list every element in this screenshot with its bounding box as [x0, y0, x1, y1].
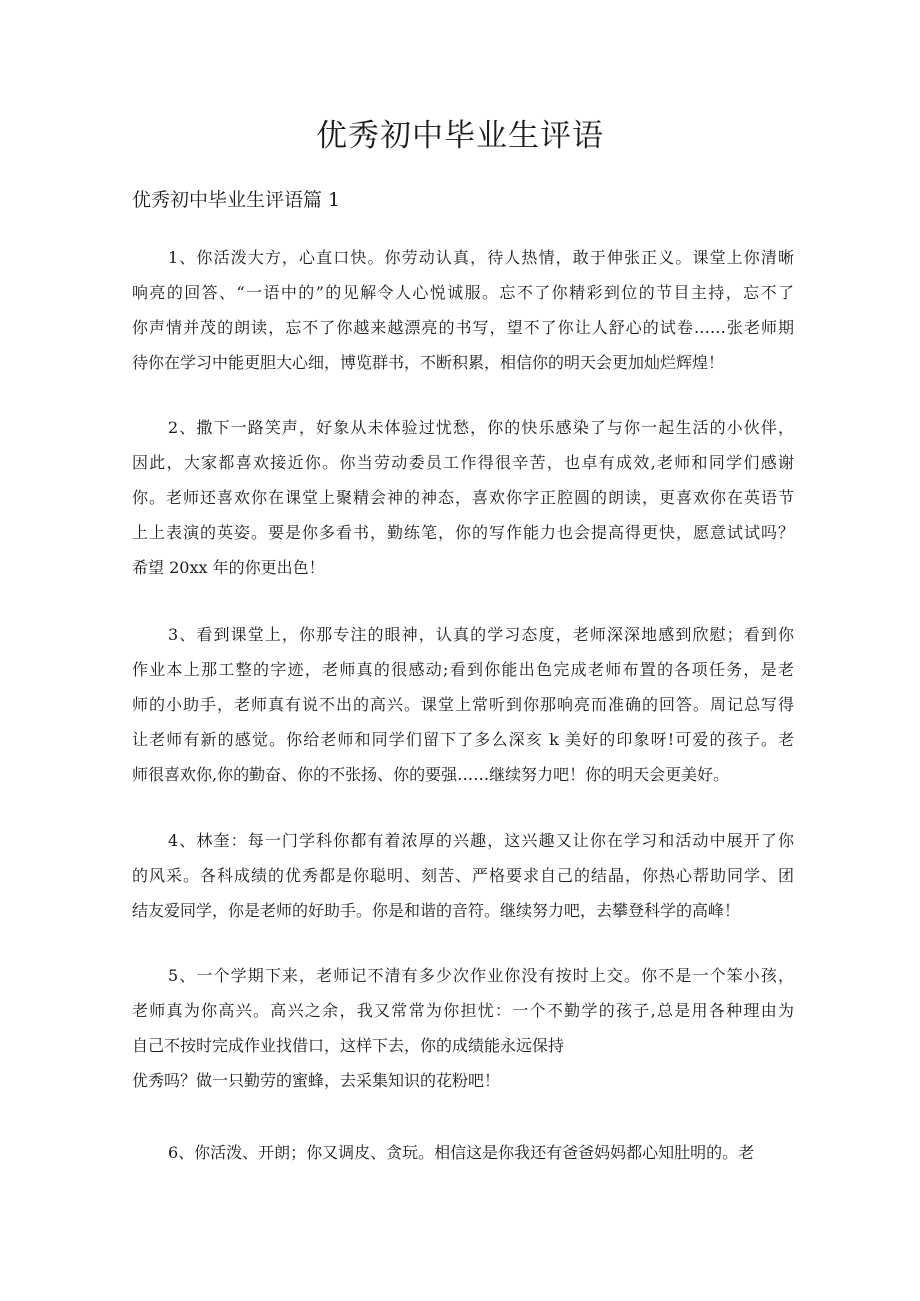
paragraph-line: 你。老师还喜欢你在课堂上聚精会神的神态，喜欢你字正腔圆的朗读，更喜欢你在英语节 — [132, 488, 794, 507]
paragraph-line: 结友爱同学，你是老师的好助手。你是和谐的音符。继续努力吧，去攀登科学的高峰！ — [132, 901, 741, 920]
paragraph-line: 让老师有新的感觉。你给老师和同学们留下了多么深亥 k 美好的印象呀!可爱的孩子。老 — [132, 730, 794, 749]
paragraph-6 — [132, 1135, 794, 1170]
paragraph-line: 师的小助手，老师真有说不出的高兴。课堂上常听到你那响亮而准确的回答。周记总写得 — [132, 695, 794, 714]
paragraph-line: 响亮的回答、“一语中的”的见解令人心悦诚服。忘不了你精彩到位的节目主持，忘不了 — [132, 283, 794, 302]
paragraph-5 — [132, 958, 794, 1098]
paragraph-line: 师很喜欢你,你的勤奋、你的不张扬、你的要强……继续努力吧！你的明天会更美好。 — [132, 765, 730, 784]
paragraph-3 — [132, 617, 794, 792]
paragraph-line: 你声情并茂的朗读，忘不了你越来越漂亮的书写，望不了你让人舒心的试卷……张老师期 — [132, 318, 794, 337]
paragraph-line: 上上表演的英姿。要是你多看书，勤练笔，你的写作能力也会提高得更快，愿意试试吗？ — [132, 523, 794, 542]
paragraph-line: 的风采。各科成绩的优秀都是你聪明、刻苦、严格要求自己的结晶，你热心帮助同学、团 — [132, 866, 794, 885]
paragraph-line: 3、看到课堂上，你那专注的眼神，认真的学习态度，老师深深地感到欣慰；看到你 — [168, 625, 794, 644]
paragraph-line: 作业本上那工整的字迹，老师真的很感动;看到你能出色完成老师布置的各项任务，是老 — [132, 660, 794, 679]
paragraph-line: 1、你活泼大方，心直口快。你劳动认真，待人热情，敢于伸张正义。课堂上你清晰 — [168, 248, 794, 267]
paragraph-2 — [132, 410, 794, 585]
document-title: 优秀初中毕业生评语 — [316, 118, 604, 154]
paragraph-line: 5、一个学期下来，老师记不清有多少次作业你没有按时上交。你不是一个笨小孩， — [168, 966, 794, 985]
paragraph-line: 希望 20xx 年的你更出色！ — [132, 558, 325, 577]
paragraph-1 — [132, 240, 794, 380]
paragraph-line: 因此，大家都喜欢接近你。你当劳动委员工作得很辛苦，也卓有成效,老师和同学们感谢 — [132, 453, 794, 472]
paragraph-line: 4、林奎：每一门学科你都有着浓厚的兴趣，这兴趣又让你在学习和活动中展开了你 — [168, 831, 794, 850]
paragraph-line: 老师真为你高兴。高兴之余，我又常常为你担忧：一个不勤学的孩子,总是用各种理由为 — [132, 1001, 794, 1020]
paragraph-line: 待你在学习中能更胆大心细，博览群书，不断积累，相信你的明天会更加灿烂辉煌！ — [132, 353, 725, 372]
section-heading: 优秀初中毕业生评语篇 1 — [132, 189, 341, 211]
paragraph-line: 优秀吗？做一只勤劳的蜜蜂，去采集知识的花粉吧！ — [132, 1071, 501, 1090]
paragraph-4 — [132, 823, 794, 928]
paragraph-line: 2、撒下一路笑声，好象从未体验过忧愁，你的快乐感染了与你一起生活的小伙伴， — [168, 418, 794, 437]
paragraph-line: 自己不按时完成作业找借口，这样下去，你的成绩能永远保持 — [132, 1036, 565, 1055]
paragraph-line: 6、你活泼、开朗；你又调皮、贪玩。相信这是你我还有爸爸妈妈都心知肚明的。老 — [168, 1143, 755, 1162]
